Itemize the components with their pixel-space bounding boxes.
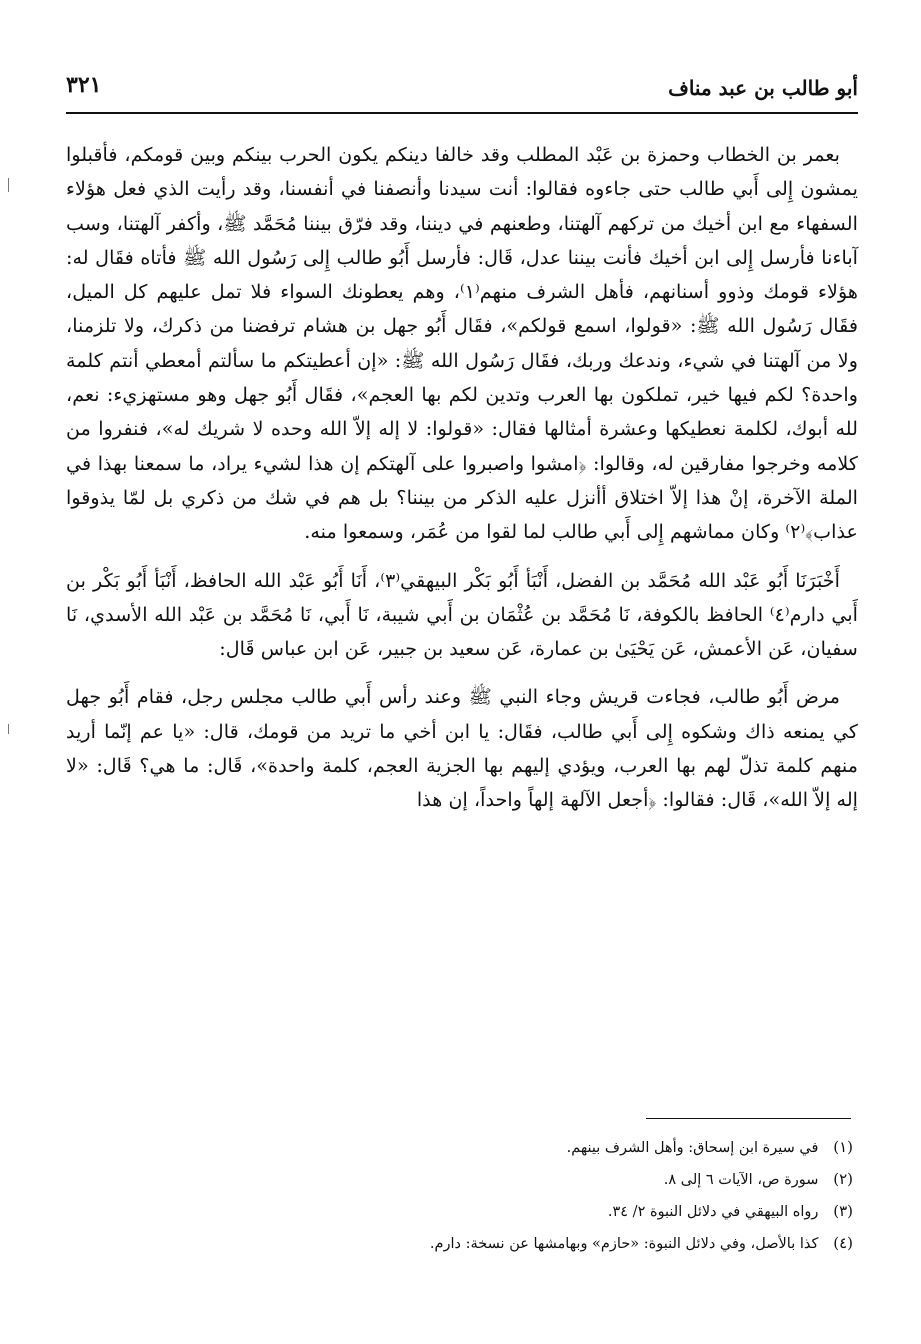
footnote-text: سورة ص، الآيات ٦ إلى ٨.: [663, 1172, 819, 1188]
page-number: ٣٢١: [66, 72, 102, 98]
footnote-text: رواه البيهقي في دلائل النبوة ٢/ ٣٤.: [607, 1204, 819, 1220]
main-text: [66, 138, 858, 818]
page-header: [66, 68, 858, 112]
header-divider: [66, 112, 858, 114]
footnote-text: في سيرة ابن إسحاق: وأهل الشرف بينهم.: [566, 1140, 819, 1156]
footnote-2: [66, 1164, 853, 1196]
paragraph-3: مرض أَبُو طالب، فجاءت قريش وجاء النبي ﷺ وعند رأس أَبي طالب مجلس رجل، فقام أَبُو جهل كي يمنعه ذاك وشكوه إِلى أَبي طالب، فقَال: يا ابن أخي ما تريد من قومك، قال: «يا عم إنّما أريد منهم كلمة تذلّ لهم بها العرب، ويؤدي إليهم بها الجزية العجم، كلمة واحدة»، قَال: ما هي؟ قَال: «لا إله إلاّ الله»، قَال: فقالوا: ﴿أجعل الآلهة إلهاً واحداً، إن هذا: [66, 685, 858, 812]
footnote-text: كذا بالأصل، وفي دلائل النبوة: «حازم» وبهامشها عن نسخة: دارم.: [429, 1236, 819, 1252]
footnote-number: (٤): [833, 1234, 853, 1252]
footnotes: [66, 1132, 853, 1260]
footnote-3: [66, 1196, 853, 1228]
footnote-number: (٣): [833, 1202, 853, 1220]
paragraph-2: أَخْبَرَنَا أَبُو عَبْد الله مُحَمَّد بن الفضل، أَنْبَأ أَبُو بَكْر البيهقي⁽٣⁾، أَنَا أَبُو عَبْد الله الحافظ، أَنْبَأ أَبُو بَكْر بن أَبي دارم⁽٤⁾ الحافظ بالكوفة، نَا مُحَمَّد بن عُثْمَان بن أَبي شيبة، نَا أَبي، نَا مُحَمَّد بن عَبْد الله الأسدي، نَا سفيان، عَن الأعمش، عَن يَحْيَىٰ بن عمارة، عَن سعيد بن جبير، عَن ابن عباس قَال:: [66, 568, 858, 661]
margin-mark: [8, 178, 9, 192]
footnote-number: (١): [833, 1138, 853, 1156]
footnote-1: [66, 1132, 853, 1164]
footnote-number: (٢): [833, 1170, 853, 1188]
margin-mark: [8, 724, 9, 734]
running-title: أبو طالب بن عبد مناف: [668, 76, 858, 100]
paragraph-1: بعمر بن الخطاب وحمزة بن عَبْد المطلب وقد خالفا دينكم يكون الحرب بينكم وبين قومكم، فأقبلوا يمشون إِلى أَبي طالب حتى جاءوه فقالوا: أنت سيدنا وأنصفنا في أنفسنا، وقد رأيت الذي فعل هؤلاء السفهاء مع ابن أخيك من تركهم آلهتنا، وطعنهم في ديننا، وقد فرّق بيننا مُحَمَّد ﷺ، وأكفر آلهتنا، وسب آباءنا فأرسل إِلى ابن أخيك فأنت بيننا عدل، قَال: فأرسل أَبُو طالب إِلى رَسُول الله ﷺ فأتاه فقَال له: هؤلاء قومك وذوو أسنانهم، فأهل الشرف منهم⁽١⁾، وهم يعطونك السواء فلا تمل عليهم كل الميل، فقَال رَسُول الله ﷺ: «قولوا، اسمع قولكم»، فقَال أَبُو جهل بن هشام ترفضنا من ذكرك، ولا تلزمنا، ولا من آلهتنا في شيء، وندعك وربك، فقَال رَسُول الله ﷺ: «إن أعطيتكم ما سألتم أمعطي أنتم كلمة واحدة؟ لكم فيها خير، تملكون بها العرب وتدين لكم بها العجم»، فقَال أَبُو جهل وهو مستهزيء: نعم، لله أبوك، لكلمة نعطيكها وعشرة أمثالها فقال: «قولوا: لا إله إلاّ الله وحده لا شريك له»، فنفروا من كلامه وخرجوا مفارقين له، وقالوا: ﴿امشوا واصبروا على آلهتكم إن هذا لشيء يراد، ما سمعنا بهذا في الملة الآخرة، إنْ هذا إلاّ اختلاق أأنزل عليه الذكر من بيننا؟ بل هم في شك من ذكري بل لمّا يذوقوا عذاب﴾⁽٢⁾ وكان مماشهم إِلى أَبي طالب لما لقوا من عُمَر، وسمعوا منه.: [66, 143, 858, 544]
footnote-4: [66, 1228, 853, 1260]
footnote-divider: [646, 1118, 851, 1119]
